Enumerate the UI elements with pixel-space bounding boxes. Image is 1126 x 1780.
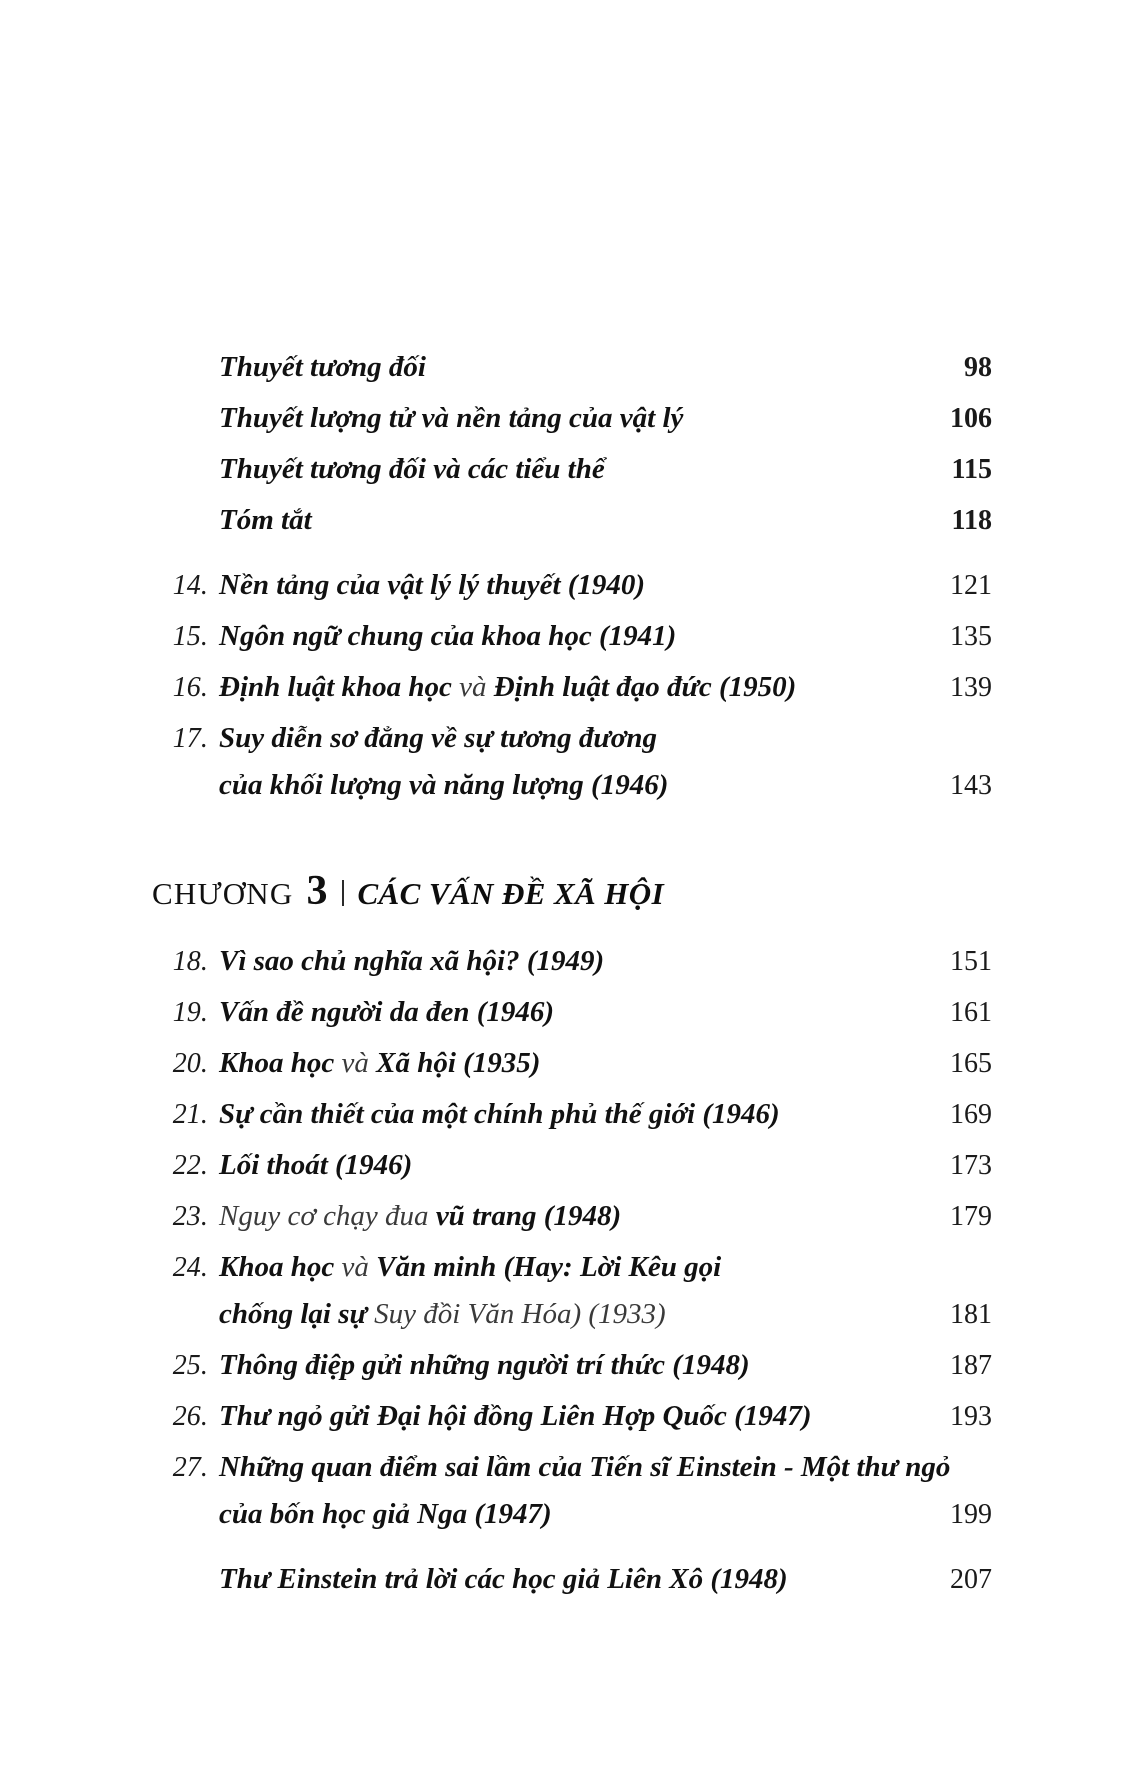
title-segment-conjunction: và bbox=[459, 671, 494, 703]
spacer bbox=[152, 821, 992, 873]
toc-entry-title: Tóm tắt bbox=[219, 504, 312, 536]
toc-page-number: 118 bbox=[951, 505, 992, 536]
toc-row[interactable] bbox=[152, 1099, 992, 1131]
chapter-heading bbox=[152, 868, 992, 914]
toc-entry-number: 21. bbox=[172, 1099, 208, 1130]
toc-entry-title-line2 bbox=[208, 1300, 918, 1329]
toc-page-number: 199 bbox=[950, 1499, 992, 1530]
title-segment: Văn minh (Hay: Lời Kêu gọi bbox=[376, 1251, 722, 1283]
toc-entry-title-line1 bbox=[208, 1253, 918, 1282]
toc-entry-title: Lối thoát (1946) bbox=[219, 1149, 413, 1181]
toc-row[interactable] bbox=[152, 1150, 992, 1182]
toc-row-continuation[interactable] bbox=[152, 1499, 992, 1531]
toc-page-number: 98 bbox=[964, 352, 992, 383]
title-segment-conjunction: và bbox=[341, 1251, 377, 1283]
toc-row[interactable] bbox=[152, 1401, 992, 1433]
toc-page-number: 106 bbox=[950, 403, 992, 434]
toc-entry-title: Ngôn ngữ chung của khoa học (1941) bbox=[219, 620, 677, 652]
toc-page-number: 115 bbox=[951, 454, 992, 485]
toc-entry-title: Vì sao chủ nghĩa xã hội? (1949) bbox=[219, 945, 605, 977]
toc-entry-title: Thư Einstein trả lời các học giả Liên Xô (1948) bbox=[219, 1563, 788, 1595]
toc-row[interactable] bbox=[152, 1452, 992, 1484]
toc-entry-title-line1: Suy diễn sơ đẳng về sự tương đương bbox=[219, 722, 658, 754]
toc-row[interactable] bbox=[152, 621, 992, 653]
toc-entry-number: 15. bbox=[172, 621, 208, 652]
toc-row[interactable] bbox=[152, 672, 992, 704]
toc-entry-number: 27. bbox=[172, 1452, 208, 1483]
toc-page-number: 143 bbox=[950, 770, 992, 801]
toc-row[interactable] bbox=[152, 1350, 992, 1382]
toc-row[interactable] bbox=[152, 403, 992, 435]
toc-entry-title bbox=[208, 673, 918, 702]
title-segment: Khoa học bbox=[219, 1251, 342, 1283]
toc-entry-number: 16. bbox=[172, 672, 208, 703]
table-of-contents bbox=[152, 352, 992, 1615]
title-segment: Định luật khoa học bbox=[219, 671, 460, 703]
toc-entry-title: Thuyết tương đối và các tiểu thể bbox=[219, 453, 605, 485]
toc-row[interactable] bbox=[152, 1048, 992, 1080]
toc-row[interactable] bbox=[152, 723, 992, 755]
toc-entry-title: Thuyết tương đối bbox=[219, 351, 426, 383]
toc-row-continuation[interactable] bbox=[152, 770, 992, 802]
toc-entry-title: Thuyết lượng tử và nền tảng của vật lý bbox=[219, 402, 684, 434]
toc-page-number: 207 bbox=[950, 1564, 992, 1595]
toc-row[interactable] bbox=[152, 570, 992, 602]
toc-page-number: 151 bbox=[950, 946, 992, 977]
title-segment: vũ trang (1948) bbox=[435, 1200, 622, 1232]
toc-group-subentries-top bbox=[152, 352, 992, 537]
toc-entry-title: Nền tảng của vật lý lý thuyết (1940) bbox=[219, 569, 646, 601]
toc-page-number: 187 bbox=[950, 1350, 992, 1381]
toc-page-number: 165 bbox=[950, 1048, 992, 1079]
chapter-number: 3 bbox=[306, 868, 328, 914]
chapter-title: CÁC VẤN ĐỀ XÃ HỘI bbox=[357, 876, 665, 911]
toc-entry-number: 23. bbox=[172, 1201, 208, 1232]
title-segment: Khoa học bbox=[219, 1047, 342, 1079]
toc-entry-title-line1: Những quan điểm sai lầm của Tiến sĩ Einstein - Một thư ngỏ bbox=[219, 1451, 951, 1483]
toc-row[interactable] bbox=[152, 1564, 992, 1596]
toc-entry-title: Thư ngỏ gửi Đại hội đồng Liên Hợp Quốc (1947) bbox=[219, 1400, 812, 1432]
toc-row-continuation[interactable] bbox=[152, 1299, 992, 1331]
toc-row[interactable] bbox=[152, 1201, 992, 1233]
toc-row[interactable] bbox=[152, 352, 992, 384]
toc-page-number: 173 bbox=[950, 1150, 992, 1181]
toc-row[interactable] bbox=[152, 454, 992, 486]
toc-page-number: 179 bbox=[950, 1201, 992, 1232]
title-segment: chống lại sự bbox=[219, 1298, 375, 1330]
title-segment: Suy đồi Văn Hóa) (1933) bbox=[374, 1298, 666, 1330]
title-segment-conjunction: và bbox=[341, 1047, 377, 1079]
spacer bbox=[152, 916, 992, 946]
toc-entry-number: 14. bbox=[172, 570, 208, 601]
toc-entry-title-line2: của bốn học giả Nga (1947) bbox=[219, 1498, 552, 1530]
toc-row[interactable] bbox=[152, 946, 992, 978]
toc-entry-number: 26. bbox=[172, 1401, 208, 1432]
toc-entry-number: 22. bbox=[172, 1150, 208, 1181]
toc-page-number: 169 bbox=[950, 1099, 992, 1130]
toc-page-number: 193 bbox=[950, 1401, 992, 1432]
toc-entry-number: 19. bbox=[172, 997, 208, 1028]
toc-entry-title-line2: của khối lượng và năng lượng (1946) bbox=[219, 769, 669, 801]
toc-entry-title bbox=[208, 1202, 918, 1231]
toc-entry-number: 20. bbox=[172, 1048, 208, 1079]
title-segment: Nguy cơ chạy đua bbox=[219, 1200, 436, 1232]
toc-page-number: 139 bbox=[950, 672, 992, 703]
toc-row[interactable] bbox=[152, 1252, 992, 1284]
title-segment: Định luật đạo đức (1950) bbox=[493, 671, 797, 703]
toc-row[interactable] bbox=[152, 997, 992, 1029]
toc-entry-title: Thông điệp gửi những người trí thức (1948) bbox=[219, 1349, 750, 1381]
toc-row[interactable] bbox=[152, 505, 992, 537]
toc-page-number: 161 bbox=[950, 997, 992, 1028]
spacer bbox=[152, 556, 992, 570]
toc-group-chapter3 bbox=[152, 946, 992, 1531]
toc-entry-title bbox=[208, 1049, 918, 1078]
toc-entry-title: Sự cần thiết của một chính phủ thế giới (1946) bbox=[219, 1098, 780, 1130]
toc-entry-number: 25. bbox=[172, 1350, 208, 1381]
toc-entry-number: 18. bbox=[172, 946, 208, 977]
toc-page-number: 181 bbox=[950, 1299, 992, 1330]
chapter-separator-bar bbox=[342, 880, 344, 906]
chapter-label: CHƯƠNG bbox=[152, 876, 294, 911]
toc-entry-number: 24. bbox=[172, 1252, 208, 1283]
toc-page-number: 121 bbox=[950, 570, 992, 601]
spacer bbox=[152, 1550, 992, 1564]
toc-entry-title: Vấn đề người da đen (1946) bbox=[219, 996, 555, 1028]
toc-group-chapter2-tail bbox=[152, 570, 992, 802]
title-segment: Xã hội (1935) bbox=[376, 1047, 541, 1079]
toc-page-number: 135 bbox=[950, 621, 992, 652]
toc-entry-number: 17. bbox=[172, 723, 208, 754]
